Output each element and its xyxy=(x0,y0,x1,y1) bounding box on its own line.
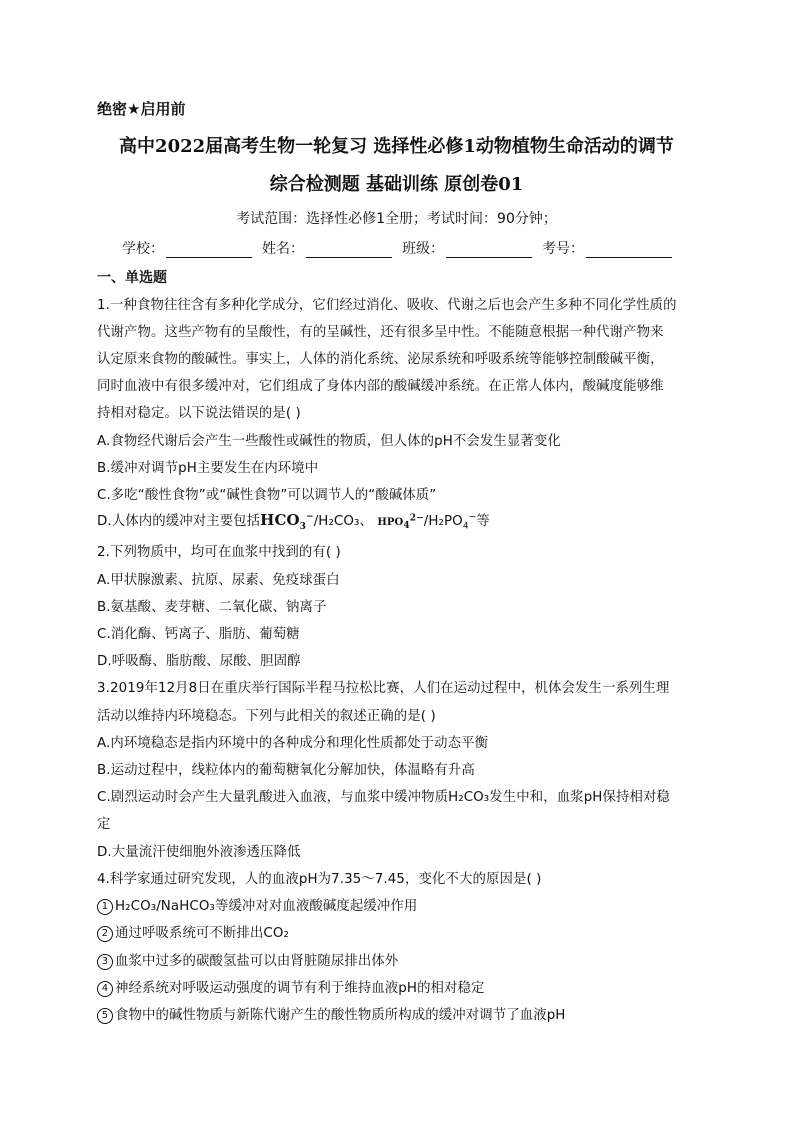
q4-item-4 xyxy=(97,977,485,997)
q1-option-d-prefix: D.人体内的缓冲对主要包括 xyxy=(97,514,261,529)
dihydrogen-phosphate-base: /H₂PO xyxy=(423,514,463,529)
exam-number-blank[interactable] xyxy=(586,243,672,258)
bicarbonate-formula xyxy=(260,511,314,532)
circled-number-2: 2 xyxy=(97,926,113,942)
dihydrogen-phosphate-sub: 4 xyxy=(462,521,469,532)
school-blank[interactable] xyxy=(166,243,252,258)
q1-option-a[interactable]: A.食物经代谢后会产生一些酸性或碱性的物质，但人体的pH不会发生显著变化 xyxy=(97,434,561,449)
q1-stem-line-4: 同时血液中有很多缓冲对，它们组成了身体内部的酸碱缓冲系统。在正常人体内，酸碱度能够维 xyxy=(97,379,664,394)
exam-scope: 考试范围：选择性必修1全册；考试时间：90分钟； xyxy=(236,211,557,227)
q1-stem-line-1: 1.一种食物往往含有多种化学成分，它们经过消化、吸收、代谢之后也会产生多种不同化学性质的 xyxy=(97,298,677,313)
q2-option-a[interactable]: A.甲状腺激素、抗原、尿素、免疫球蛋白 xyxy=(97,573,340,588)
circled-number-1: 1 xyxy=(97,899,113,915)
exam-title-line-1: 高中2022届高考生物一轮复习 选择性必修1动物植物生命活动的调节 xyxy=(119,136,674,157)
q2-option-c[interactable]: C.消化酶、钙离子、脂肪、葡萄糖 xyxy=(97,627,300,642)
q3-option-b[interactable]: B.运动过程中，线粒体内的葡萄糖氧化分解加快，体温略有升高 xyxy=(97,763,475,778)
q1-stem-line-3: 认定原来食物的酸碱性。事实上，人体的消化系统、泌尿系统和呼吸系统等能够控制酸碱平衡， xyxy=(97,352,664,367)
dihydrogen-phosphate-formula xyxy=(423,512,477,532)
q2-option-b[interactable]: B.氨基酸、麦芽糖、二氧化碳、钠离子 xyxy=(97,600,327,615)
circled-number-4: 4 xyxy=(97,981,113,997)
name-blank[interactable] xyxy=(306,243,392,258)
q4-item-5-text: 食物中的碱性物质与新陈代谢产生的酸性物质所构成的缓冲对调节了血液pH xyxy=(115,1008,566,1023)
hydrogen-phosphate-base: HPO xyxy=(377,517,404,528)
exam-number-label: 考号： xyxy=(542,241,584,257)
section-title: 一、单选题 xyxy=(97,270,167,286)
exam-title-line-2: 综合检测题 基础训练 原创卷01 xyxy=(269,174,524,195)
bicarbonate-sub: 3 xyxy=(299,522,307,532)
hydrogen-phosphate-formula xyxy=(377,513,424,531)
q1-option-d[interactable] xyxy=(97,510,490,532)
q4-item-3-text: 血浆中过多的碳酸氢盐可以由肾脏随尿排出体外 xyxy=(115,954,399,969)
q3-option-c-line-1[interactable]: C.剧烈运动时会产生大量乳酸进入血液，与血浆中缓冲物质H₂CO₃发生中和，血浆pH保持相对稳 xyxy=(97,790,670,805)
q3-option-c-line-2[interactable]: 定 xyxy=(97,817,111,832)
q1-option-d-suffix: 等 xyxy=(476,514,490,529)
q4-item-5 xyxy=(97,1004,565,1024)
q3-option-d[interactable]: D.大量流汗使细胞外液渗透压降低 xyxy=(97,845,301,860)
q4-item-1 xyxy=(97,895,417,915)
q4-item-3 xyxy=(97,950,398,970)
bicarbonate-base: HCO xyxy=(260,511,300,529)
class-blank[interactable] xyxy=(446,243,532,258)
hydrogen-phosphate-sup: 2− xyxy=(409,513,424,524)
circled-number-3: 3 xyxy=(97,954,113,970)
bicarbonate-sup: − xyxy=(306,512,314,522)
circled-number-5: 5 xyxy=(97,1008,113,1024)
q1-option-c[interactable]: C.多吃“酸性食物”或“碱性食物”可以调节人的“酸碱体质” xyxy=(97,488,437,503)
q4-stem: 4.科学家通过研究发现，人的血液pH为7.35～7.45，变化不大的原因是( ) xyxy=(97,872,542,887)
q1-stem-line-2: 代谢产物。这些产物有的呈酸性，有的呈碱性，还有很多呈中性。不能随意根据一种代谢产物来 xyxy=(97,325,664,340)
name-label: 姓名： xyxy=(262,241,304,257)
q2-option-d[interactable]: D.呼吸酶、脂肪酸、尿酸、胆固醇 xyxy=(97,654,301,669)
q4-item-1-text: H₂CO₃/NaHCO₃等缓冲对对血液酸碱度起缓冲作用 xyxy=(115,899,418,914)
q4-item-2-text: 通过呼吸系统可不断排出CO₂ xyxy=(115,926,289,941)
class-label: 班级： xyxy=(402,241,444,257)
q1-stem-line-5: 持相对稳定。以下说法错误的是( ) xyxy=(97,406,301,421)
q3-stem-line-2: 活动以维持内环境稳态。下列与此相关的叙述正确的是( ) xyxy=(97,709,436,724)
q3-stem-line-1: 3.2019年12月8日在重庆举行国际半程马拉松比赛，人们在运动过程中，机体会发生一系列生理 xyxy=(97,681,670,696)
q3-option-a[interactable]: A.内环境稳态是指内环境中的各种成分和理化性质都处于动态平衡 xyxy=(97,736,489,751)
dihydrogen-phosphate-sup: − xyxy=(468,512,477,523)
q4-item-4-text: 神经系统对呼吸运动强度的调节有利于维持血液pH的相对稳定 xyxy=(115,981,485,996)
q2-stem: 2.下列物质中，均可在血浆中找到的有( ) xyxy=(97,545,341,560)
confidential-mark: 绝密★启用前 xyxy=(97,100,186,118)
q4-item-2 xyxy=(97,922,289,942)
carbonic-acid-formula: /H₂CO₃、 xyxy=(313,514,373,529)
school-label: 学校： xyxy=(122,241,164,257)
student-info-fields xyxy=(122,238,682,258)
q1-option-b[interactable]: B.缓冲对调节pH主要发生在内环境中 xyxy=(97,461,319,476)
hydrogen-phosphate-sub: 4 xyxy=(403,521,410,531)
